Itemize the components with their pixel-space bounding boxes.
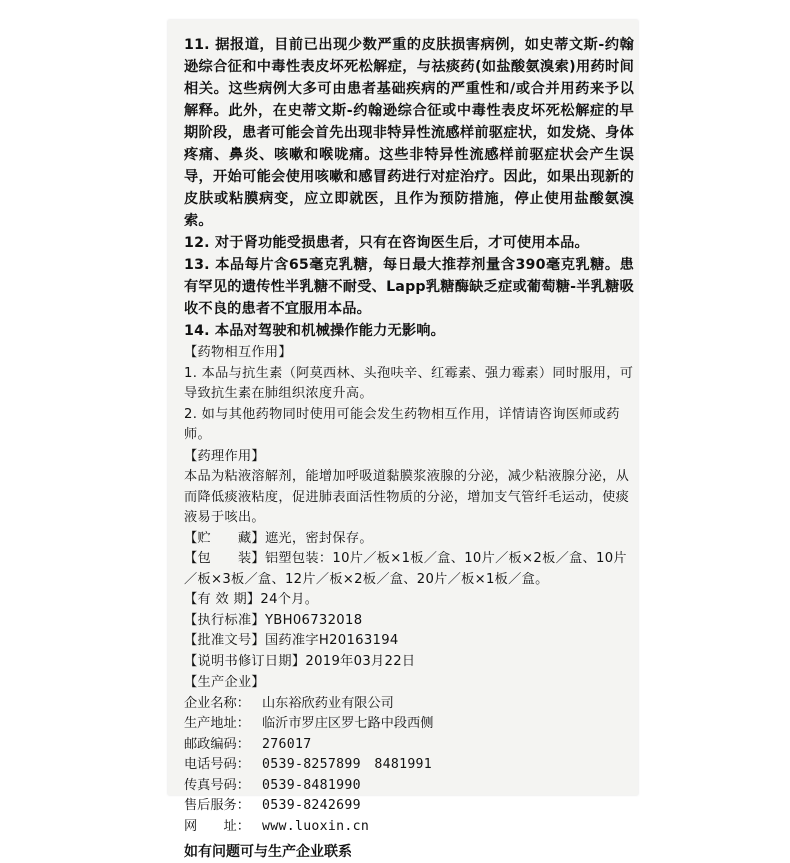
storage-field bbox=[184, 529, 634, 550]
pharmacology-text: 本品为粘液溶解剂，能增加呼吸道黏膜浆液腺的分泌，减少粘液腺分泌，从而降低痰液粘度，促进肺表面活性物质的分泌，增加支气管纤毛运动，使痰液易于咳出。 bbox=[184, 469, 630, 525]
package-value: 铝塑包装：10片／板×1板／盒、10片／板×2板／盒、10片／板×3板／盒、12片／板×2板／盒、20片／板×1板／盒。 bbox=[184, 551, 627, 587]
footer-note: 如有问题可与生产企业联系 bbox=[184, 844, 352, 860]
storage-label: 【贮 藏】 bbox=[184, 530, 265, 546]
row-value: 276017 bbox=[262, 736, 312, 752]
row-value: 0539-8481990 bbox=[262, 777, 361, 793]
package-field bbox=[184, 549, 634, 590]
row-value: 临沂市罗庄区罗七路中段西侧 bbox=[262, 716, 434, 731]
row-key: 售后服务： bbox=[184, 798, 250, 813]
standard-field bbox=[184, 611, 634, 632]
standard-value: YBH06732018 bbox=[264, 612, 363, 628]
row-value: 0539-8242699 bbox=[262, 798, 361, 813]
row-key: 企业名称： bbox=[184, 695, 250, 711]
row-key: 邮政编码： bbox=[184, 736, 250, 752]
manufacturer-row bbox=[184, 735, 634, 756]
warning-item-14: 14. 本品对驾驶和机械操作能力无影响。 bbox=[184, 323, 446, 339]
standard-label: 【执行标准】 bbox=[184, 612, 265, 628]
manufacturer-row bbox=[184, 796, 634, 817]
validity-field bbox=[184, 590, 634, 611]
manufacturer-heading: 【生产企业】 bbox=[184, 675, 265, 690]
row-key: 传真号码： bbox=[184, 777, 250, 793]
leaflet-content bbox=[184, 34, 634, 863]
package-label: 【包 装】 bbox=[184, 551, 265, 566]
manufacturer-row bbox=[184, 714, 634, 735]
manufacturer-section bbox=[184, 673, 634, 837]
interactions-item-2: 2. 如与其他药物同时使用可能会发生药物相互作用，详情请咨询医师或药师。 bbox=[184, 406, 620, 442]
row-value: 0539-8257899 8481991 bbox=[262, 757, 433, 772]
manufacturer-row bbox=[184, 776, 634, 797]
revision-label: 【说明书修订日期】 bbox=[184, 653, 306, 669]
storage-value: 遮光，密封保存。 bbox=[264, 530, 373, 546]
pharmacology-section bbox=[184, 447, 634, 529]
validity-value: 24个月。 bbox=[260, 592, 319, 607]
row-key: 电话号码： bbox=[184, 757, 250, 772]
warning-item-11: 11. 据报道，目前已出现少数严重的皮肤损害病例，如史蒂文斯-约翰逊综合征和中毒性表皮坏死松解症，与祛痰药(如盐酸氨溴索)用药时间相关。这些病例大多可由患者基础疾病的严重性和/或合并用药来予以解释。此外，在史蒂文斯-约翰逊综合征或中毒性表皮坏死松解症的早期阶段，患者可能会首先出现非特异性流感样前驱症状，如发烧、身体疼痛、鼻炎、咳嗽和喉咙痛。这些非特异性流感样前驱症状会产生误导，开始可能会使用咳嗽和感冒药进行对症治疗。因此，如果出现新的皮肤或粘膜病变，应立即就医，且作为预防措施，停止使用盐酸氨溴索。 bbox=[184, 37, 634, 229]
interactions-item-1: 1. 本品与抗生素（阿莫西林、头孢呋辛、红霉素、强力霉素）同时服用，可导致抗生素在肺组织浓度升高。 bbox=[184, 365, 634, 401]
approval-value: 国药准字H20163194 bbox=[264, 633, 399, 648]
revision-value: 2019年03月22日 bbox=[305, 653, 416, 669]
row-key: 网 址： bbox=[184, 818, 250, 834]
interactions-heading: 【药物相互作用】 bbox=[184, 345, 292, 360]
approval-label: 【批准文号】 bbox=[184, 633, 265, 648]
validity-label: 【有 效 期】 bbox=[184, 592, 261, 607]
approval-field bbox=[184, 631, 634, 652]
revision-field bbox=[184, 652, 634, 673]
website-value: www.luoxin.cn bbox=[262, 818, 370, 834]
interactions-section bbox=[184, 343, 634, 446]
manufacturer-row bbox=[184, 694, 634, 715]
manufacturer-row bbox=[184, 817, 634, 838]
row-value: 山东裕欣药业有限公司 bbox=[262, 695, 394, 711]
warning-item-12: 12. 对于肾功能受损患者，只有在咨询医生后，才可使用本品。 bbox=[184, 235, 589, 251]
row-key: 生产地址： bbox=[184, 716, 250, 731]
manufacturer-row bbox=[184, 755, 634, 776]
pharmacology-heading: 【药理作用】 bbox=[184, 448, 265, 464]
warnings-section bbox=[184, 34, 634, 342]
warning-item-13: 13. 本品每片含65毫克乳糖，每日最大推荐剂量含390毫克乳糖。患有罕见的遗传性半乳糖不耐受、Lapp乳糖酶缺乏症或葡萄糖-半乳糖吸收不良的患者不宜服用本品。 bbox=[184, 257, 634, 317]
